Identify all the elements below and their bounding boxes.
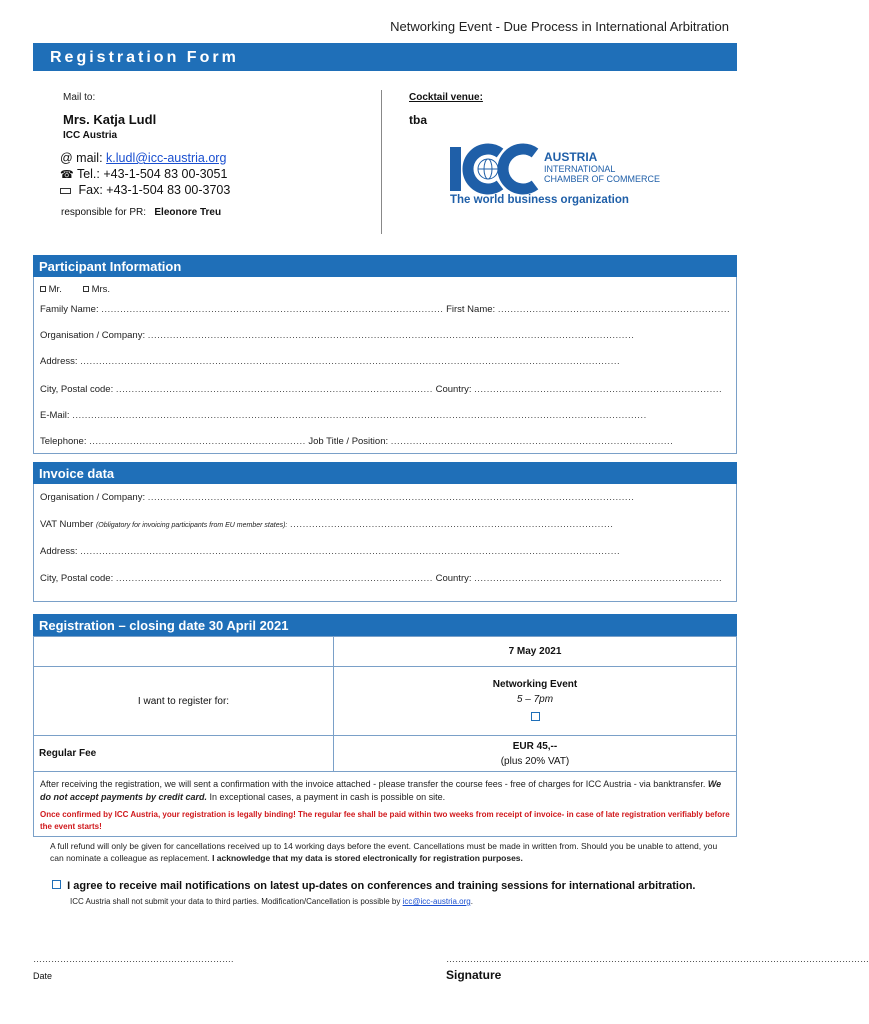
- vat-row: [40, 519, 613, 530]
- mrs-checkbox[interactable]: [83, 286, 89, 292]
- mrs-label: Mrs.: [91, 284, 111, 295]
- first-name-label: First Name:: [446, 304, 496, 315]
- event-cell: [334, 667, 737, 736]
- pr-name: Eleonore Treu: [154, 207, 222, 218]
- logo-line3: CHAMBER OF COMMERCE: [544, 174, 661, 184]
- invoice-address-label: Address:: [40, 546, 78, 557]
- address-row: [40, 356, 620, 367]
- city-field[interactable]: .....................................................................................................: [115, 384, 433, 395]
- invoice-address-row: [40, 546, 620, 557]
- mr-checkbox[interactable]: [40, 286, 46, 292]
- note-payment: [40, 778, 730, 804]
- country-field[interactable]: ...............................................................................: [474, 384, 723, 395]
- event-time: 5 – 7pm: [516, 693, 554, 705]
- refund-text: A full refund will only be given for cancellations received up to 14 working days before the event. Cancellations must be made in written from. Should you be unable to attend, you can nominate a colleague as replacement.: [50, 841, 718, 863]
- family-name-row: [40, 304, 730, 315]
- date-label: Date: [33, 971, 53, 981]
- invoice-city-row: [40, 573, 722, 584]
- fee-label: Regular Fee: [34, 736, 334, 772]
- invoice-box: [33, 484, 737, 602]
- form-title: Registration Form: [33, 43, 737, 71]
- note-binding: Once confirmed by ICC Austria, your registration is legally binding! The regular fee shall be paid within two weeks from receipt of invoice- in case of late registration verifiably before the event starts!: [40, 810, 730, 831]
- consent-note: [70, 897, 473, 906]
- reg-empty-cell: [34, 637, 334, 667]
- participant-box: [33, 277, 737, 454]
- invoice-title: Invoice data: [33, 462, 737, 484]
- note-payment-text: After receiving the registration, we will sent a confirmation with the invoice attached - please transfer the course fees - free of charges for ICC Austria - via banktransfer.: [40, 779, 708, 789]
- job-title-label: Job Title / Position:: [308, 436, 389, 447]
- register-checkbox[interactable]: [531, 712, 540, 721]
- mr-label: Mr.: [48, 284, 62, 295]
- country-label: Country:: [435, 384, 472, 395]
- event-name: Networking Event: [492, 678, 578, 690]
- contact-email-link[interactable]: k.ludl@icc-austria.org: [106, 151, 227, 165]
- registration-notes: [33, 772, 737, 837]
- signature-dots[interactable]: ……………………………………………………………………………………………………………………………: [446, 954, 869, 964]
- job-title-field[interactable]: ..........................................................................................: [390, 436, 674, 447]
- consent-email-link[interactable]: icc@icc-austria.org: [402, 897, 471, 906]
- reg-date: 7 May 2021: [334, 637, 737, 667]
- salutation-row: [40, 284, 110, 295]
- organisation-field[interactable]: ...........................................................................................................................................................: [147, 330, 635, 341]
- icc-logo: [448, 145, 678, 210]
- invoice-city-field[interactable]: .....................................................................................................: [115, 573, 433, 584]
- address-field[interactable]: ............................................................................................................................................................................: [80, 356, 621, 367]
- vat-note: (Obligatory for invoicing participants from EU member states):: [95, 522, 288, 529]
- family-name-label: Family Name:: [40, 304, 99, 315]
- logo-tagline: The world business organization: [450, 194, 629, 206]
- invoice-country-field[interactable]: ...............................................................................: [474, 573, 723, 584]
- contact-name: Mrs. Katja Ludl: [63, 112, 157, 127]
- invoice-organisation-row: [40, 492, 634, 503]
- email-row: [40, 410, 647, 421]
- consent-label: I agree to receive mail notifications on latest up-dates on conferences and training sessions for international arbitration.: [67, 880, 696, 892]
- first-name-field[interactable]: ..........................................................................: [497, 304, 731, 315]
- family-name-field[interactable]: .............................................................................................................: [101, 304, 444, 315]
- email-field[interactable]: .......................................................................................................................................................................................: [72, 410, 647, 421]
- contact-tel: Tel.: +43-1-504 83 00-3051: [76, 167, 228, 181]
- consent-line: [52, 880, 695, 892]
- logo-line1: AUSTRIA: [544, 150, 598, 164]
- city-label: City, Postal code:: [40, 384, 114, 395]
- phone-icon: ☎: [60, 169, 74, 181]
- refund-ack: I acknowledge that my data is stored electronically for registration purposes.: [212, 853, 523, 863]
- signature-label: Signature: [446, 968, 502, 982]
- register-for-label: I want to register for:: [34, 667, 334, 736]
- invoice-country-label: Country:: [435, 573, 472, 584]
- contact-fax: Fax: +43-1-504 83 00-3703: [78, 183, 231, 197]
- invoice-organisation-field[interactable]: ...........................................................................................................................................................: [147, 492, 635, 503]
- invoice-organisation-label: Organisation / Company:: [40, 492, 146, 503]
- registration-section: [33, 614, 737, 837]
- email-label: E-Mail:: [40, 410, 70, 421]
- event-title: Networking Event - Due Process in International Arbitration: [390, 19, 729, 34]
- email-prefix: @ mail:: [60, 151, 103, 165]
- refund-note: [50, 840, 722, 864]
- vat-field[interactable]: .......................................................................................................: [290, 519, 614, 530]
- contact-tel-line: [60, 167, 227, 181]
- address-label: Address:: [40, 356, 78, 367]
- consent-note-suffix: .: [470, 897, 473, 906]
- telephone-field[interactable]: .....................................................................: [89, 436, 306, 447]
- venue-label: Cocktail venue:: [409, 92, 483, 103]
- consent-note-text: ICC Austria shall not submit your data to third parties. Modification/Cancellation is possible by: [70, 897, 403, 906]
- contact-fax-line: [60, 183, 230, 197]
- pr-line: [61, 207, 221, 218]
- divider: [381, 90, 382, 234]
- logo-line2: INTERNATIONAL: [544, 164, 616, 174]
- fee-value: EUR 45,--: [512, 740, 558, 752]
- participant-section: [33, 255, 737, 454]
- city-row: [40, 384, 722, 395]
- note-cash: In exceptional cases, a payment in cash is possible on site.: [207, 792, 446, 802]
- organisation-row: [40, 330, 634, 341]
- consent-checkbox[interactable]: [52, 880, 61, 889]
- venue-value: tba: [409, 113, 427, 127]
- contact-org: ICC Austria: [63, 130, 118, 141]
- participant-title: Participant Information: [33, 255, 737, 277]
- mail-to-label: Mail to:: [63, 92, 96, 103]
- fee-vat: (plus 20% VAT): [500, 755, 570, 767]
- telephone-row: [40, 436, 673, 447]
- invoice-address-field[interactable]: ............................................................................................................................................................................: [80, 546, 621, 557]
- fee-cell: [334, 736, 737, 772]
- contact-email-line: [60, 151, 226, 165]
- organisation-label: Organisation / Company:: [40, 330, 146, 341]
- pr-label: responsible for PR:: [61, 207, 147, 218]
- telephone-label: Telephone:: [40, 436, 87, 447]
- fax-icon: [60, 188, 71, 194]
- registration-table: [33, 636, 737, 772]
- vat-label: VAT Number: [40, 519, 94, 530]
- invoice-city-label: City, Postal code:: [40, 573, 114, 584]
- registration-title: Registration – closing date 30 April 2021: [33, 614, 737, 636]
- invoice-section: [33, 462, 737, 602]
- date-dots[interactable]: ………………………………………………………….: [33, 954, 234, 964]
- note-no-credit-card: We do not accept payments by credit card.: [40, 779, 722, 802]
